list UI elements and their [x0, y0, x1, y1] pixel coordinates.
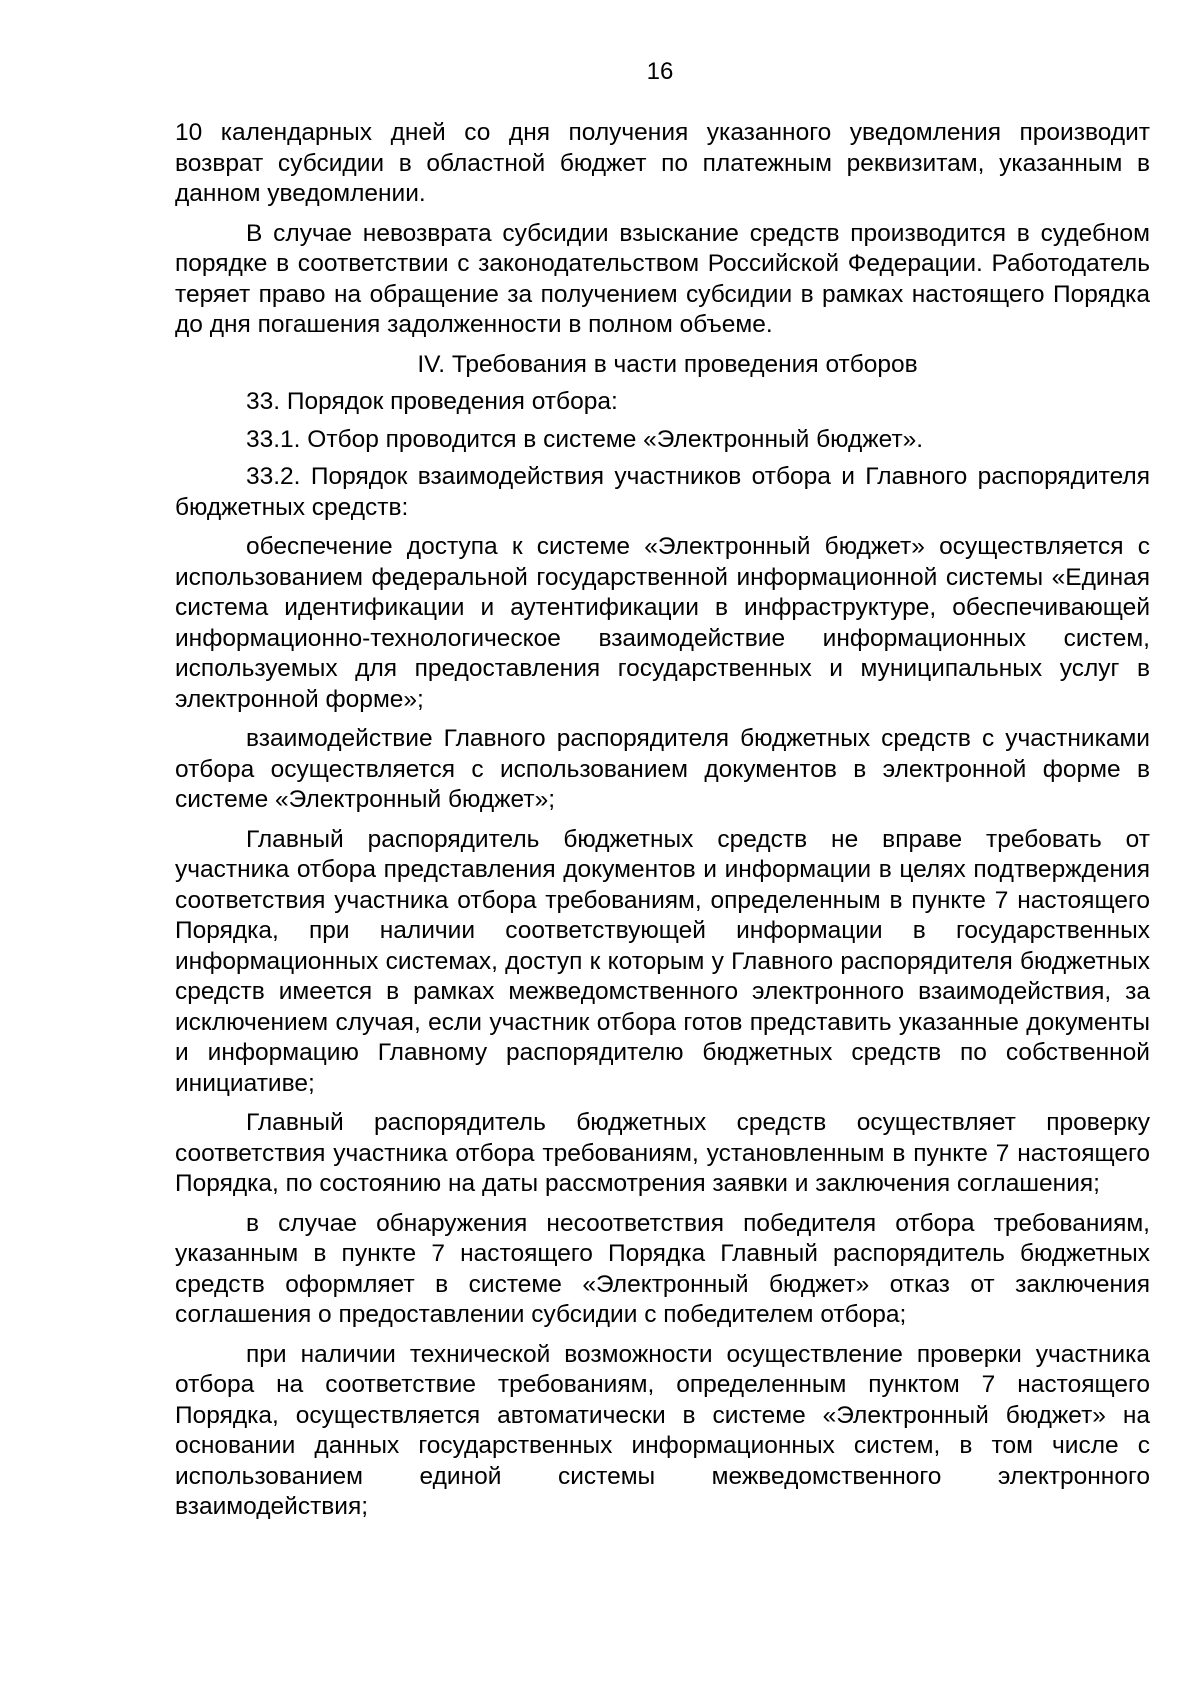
- paragraph-access-provision: обеспечение доступа к системе «Электронный бюджет» осуществляется с использованием федеральной государственной информационной системы «Единая система идентификации и аутентификации в инфраструктуре, обеспечивающей информационно-технологическое взаимодействие информационных систем, используемых для предоставления государственных и муниципальных услуг в электронной форме»;: [175, 533, 1150, 713]
- paragraph-no-document-request: Главный распорядитель бюджетных средств не вправе требовать от участника отбора представления документов и информации в целях подтверждения соответствия участника отбора требованиям, определенным в пункте 7 настоящего Порядка, при наличии соответствующей информации в государственных информационных системах, доступ к которым у Главного распорядителя бюджетных средств имеется в рамках межведомственного электронного взаимодействия, за исключением случая, если участник отбора готов представить указанные документы и информацию Главному распорядителю бюджетных средств по собственной инициативе;: [175, 825, 1150, 1097]
- paragraph-item-33-1: 33.1. Отбор проводится в системе «Электронный бюджет».: [246, 425, 924, 453]
- section-heading: IV. Требования в части проведения отборов: [417, 350, 918, 378]
- paragraph-item-33-2: 33.2. Порядок взаимодействия участников отбора и Главного распорядителя бюджетных средств:: [175, 463, 1150, 521]
- paragraph-interaction: взаимодействие Главного распорядителя бюджетных средств с участниками отбора осуществляется с использованием документов в электронной форме в системе «Электронный бюджет»;: [175, 725, 1150, 813]
- paragraph-item-33: 33. Порядок проведения отбора:: [246, 388, 618, 415]
- paragraph-compliance-check: Главный распорядитель бюджетных средств осуществляет проверку соответствия участника отбора требованиям, установленным в пункте 7 настоящего Порядка, по состоянию на даты рассмотрения заявки и заключения соглашения;: [175, 1109, 1150, 1197]
- document-body: [175, 118, 1150, 1532]
- page-number: 16: [646, 58, 674, 85]
- paragraph-subsidy-recovery: В случае невозврата субсидии взыскание средств производится в судебном порядке в соответствии с законодательством Российской Федерации. Работодатель теряет право на обращение за получением субсидии в рамках настоящего Порядка до дня погашения задолженности в полном объеме.: [175, 219, 1150, 338]
- paragraph-automatic-check: при наличии технической возможности осуществление проверки участника отбора на соответствие требованиям, определенным пунктом 7 настоящего Порядка, осуществляется автоматически в системе «Электронный бюджет» на основании данных государственных информационных систем, в том числе с использованием единой системы межведомственного электронного взаимодействия;: [175, 1340, 1150, 1520]
- paragraph-nonconformity: в случае обнаружения несоответствия победителя отбора требованиям, указанным в пункте 7 настоящего Порядка Главный распорядитель бюджетных средств оформляет в системе «Электронный бюджет» отказ от заключения соглашения о предоставлении субсидии с победителем отбора;: [175, 1209, 1150, 1328]
- paragraph-subsidy-return: 10 календарных дней со дня получения указанного уведомления производит возврат субсидии в областной бюджет по платежным реквизитам, указанным в данном уведомлении.: [175, 119, 1150, 207]
